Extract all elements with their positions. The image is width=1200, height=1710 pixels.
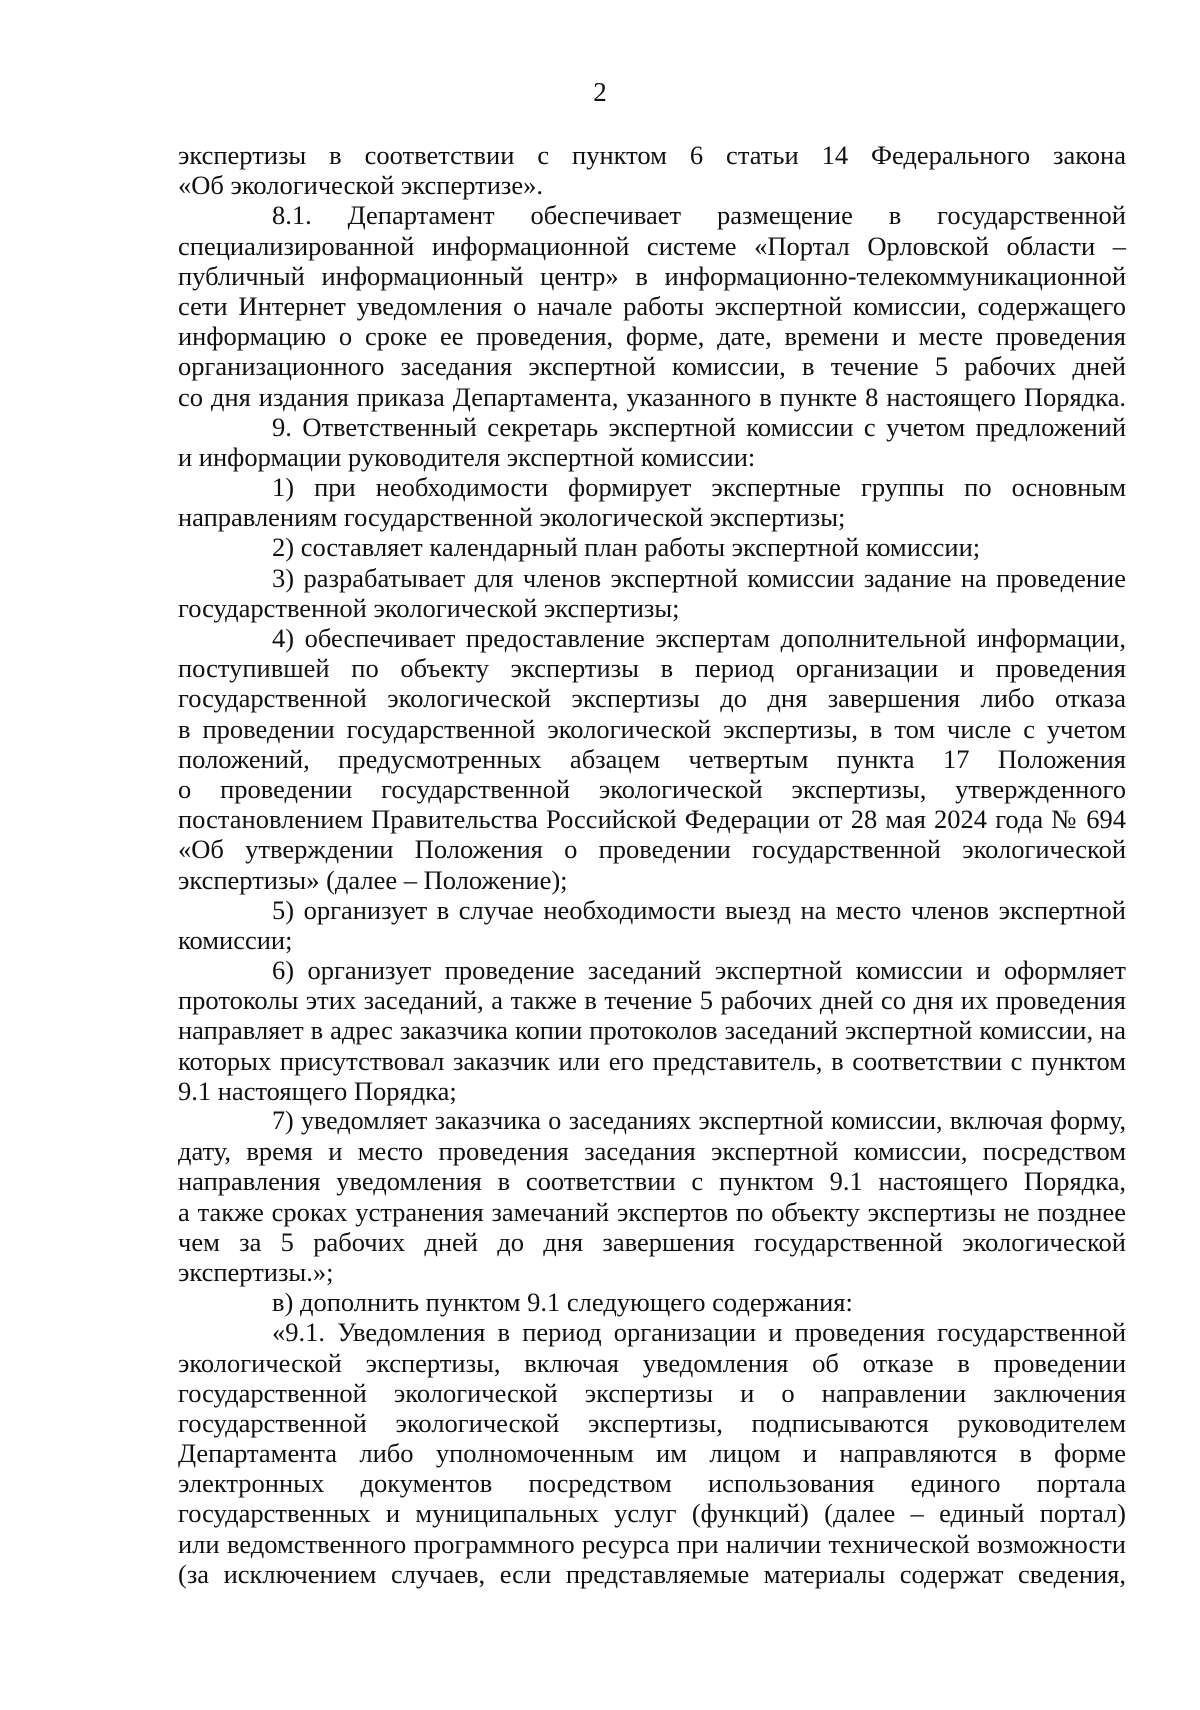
text-line: (за исключением случаев, если представляемые материалы содержат сведения, bbox=[178, 1558, 1126, 1589]
text-line: которых присутствовал заказчик или его представитель, в соответствии с пунктом bbox=[178, 1045, 1126, 1076]
text-line: со дня издания приказа Департамента, указанного в пункте 8 настоящего Порядка. bbox=[178, 381, 1126, 412]
text-line: направлениям государственной экологической экспертизы; bbox=[178, 502, 846, 533]
text-line: экспертизы.»; bbox=[178, 1256, 334, 1287]
text-line: «Об экологической экспертизе». bbox=[178, 170, 543, 201]
text-line: о проведении государственной экологической экспертизы, утвержденного bbox=[178, 773, 1126, 804]
text-line: государственной экологической экспертизы и о направлении заключения bbox=[178, 1377, 1126, 1408]
text-line: и информации руководителя экспертной комиссии: bbox=[178, 441, 756, 472]
text-line: 3) разрабатывает для членов экспертной комиссии задание на проведение bbox=[272, 562, 1126, 593]
text-line: комиссии; bbox=[178, 924, 293, 955]
text-line: экспертизы в соответствии с пунктом 6 статьи 14 Федерального закона bbox=[178, 140, 1126, 170]
text-line: «9.1. Уведомления в период организации и проведения государственной bbox=[272, 1317, 1126, 1348]
text-line: Департамента либо уполномоченным им лицом и направляются в форме bbox=[178, 1438, 1126, 1469]
text-line: 2) составляет календарный план работы экспертной комиссии; bbox=[272, 532, 981, 563]
text-line: 1) при необходимости формирует экспертные группы по основным bbox=[272, 472, 1126, 503]
text-line: в проведении государственной экологической экспертизы, в том числе с учетом bbox=[178, 713, 1126, 744]
text-line: в) дополнить пунктом 9.1 следующего содержания: bbox=[272, 1287, 853, 1318]
text-line: направления уведомления в соответствии с пунктом 9.1 настоящего Порядка, bbox=[178, 1166, 1126, 1197]
text-line: 9. Ответственный секретарь экспертной комиссии с учетом предложений bbox=[272, 411, 1126, 442]
text-line: 8.1. Департамент обеспечивает размещение в государственной bbox=[272, 200, 1126, 231]
text-line: «Об утверждении Положения о проведении государственной экологической bbox=[178, 834, 1126, 865]
text-line: информацию о сроке ее проведения, форме, дате, времени и месте проведения bbox=[178, 321, 1126, 352]
text-line: дату, время и место проведения заседания экспертной комиссии, посредством bbox=[178, 1136, 1126, 1167]
text-line: экологической экспертизы, включая уведомления об отказе в проведении bbox=[178, 1347, 1126, 1378]
text-line: публичный информационный центр» в информационно-телекоммуникационной bbox=[178, 260, 1126, 291]
text-line: протоколы этих заседаний, а также в течение 5 рабочих дней со дня их проведения bbox=[178, 985, 1126, 1016]
text-line: 6) организует проведение заседаний экспертной комиссии и оформляет bbox=[272, 955, 1126, 986]
text-line: направляет в адрес заказчика копии протоколов заседаний экспертной комиссии, на bbox=[178, 1015, 1126, 1046]
text-line: 9.1 настоящего Порядка; bbox=[178, 1075, 457, 1106]
text-line: положений, предусмотренных абзацем четвертым пункта 17 Положения bbox=[178, 743, 1126, 774]
text-line: 4) обеспечивает предоставление экспертам дополнительной информации, bbox=[272, 623, 1126, 653]
page-number: 2 bbox=[593, 77, 607, 107]
text-line: или ведомственного программного ресурса при наличии технической возможности bbox=[178, 1528, 1126, 1559]
text-line: экспертизы» (далее – Положение); bbox=[178, 864, 568, 895]
text-line: специализированной информационной системе «Портал Орловской области – bbox=[178, 230, 1126, 261]
text-line: государственной экологической экспертизы, подписываются руководителем bbox=[178, 1407, 1126, 1438]
text-line: сети Интернет уведомления о начале работы экспертной комиссии, содержащего bbox=[178, 290, 1126, 321]
text-line: организационного заседания экспертной комиссии, в течение 5 рабочих дней bbox=[178, 351, 1126, 382]
text-line: поступившей по объекту экспертизы в период организации и проведения bbox=[178, 653, 1126, 684]
text-line: государственной экологической экспертизы до дня завершения либо отказа bbox=[178, 683, 1126, 714]
text-line: чем за 5 рабочих дней до дня завершения государственной экологической bbox=[178, 1226, 1126, 1257]
text-line: электронных документов посредством использования единого портала bbox=[178, 1468, 1126, 1499]
text-line: государственных и муниципальных услуг (функций) (далее – единый портал) bbox=[178, 1498, 1126, 1529]
text-line: государственной экологической экспертизы; bbox=[178, 592, 680, 623]
text-line: постановлением Правительства Российской Федерации от 28 мая 2024 года № 694 bbox=[178, 804, 1126, 835]
text-line: 5) организует в случае необходимости выезд на место членов экспертной bbox=[272, 894, 1126, 925]
text-line: а также сроках устранения замечаний экспертов по объекту экспертизы не позднее bbox=[178, 1196, 1126, 1227]
document-body bbox=[178, 140, 1126, 1589]
text-line: 7) уведомляет заказчика о заседаниях экспертной комиссии, включая форму, bbox=[272, 1106, 1126, 1135]
